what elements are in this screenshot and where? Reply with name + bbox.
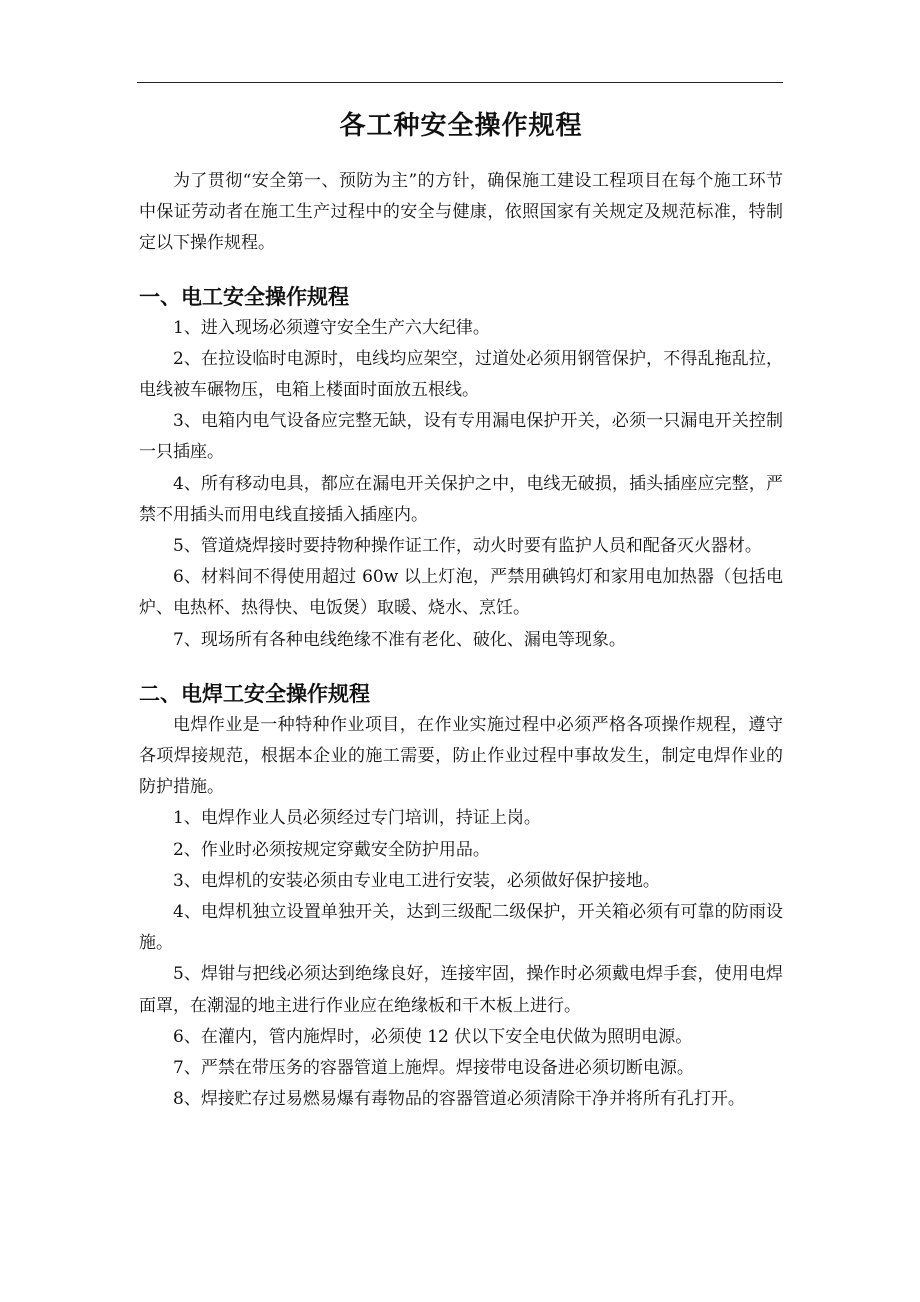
section-electrician: [139, 281, 783, 656]
document-body: [139, 104, 783, 1115]
section-paragraph: 电焊作业是一种特种作业项目，在作业实施过程中必须严格各项操作规程，遵守各项焊接规范，根据本企业的施工需要，防止作业过程中事故发生，制定电焊作业的防护措施。: [139, 714, 783, 798]
section-heading: 一、电工安全操作规程: [139, 283, 349, 309]
section-paragraph: 2、作业时必须按规定穿戴安全防护用品。: [173, 839, 490, 860]
section-paragraph: 4、所有移动电具，都应在漏电开关保护之中，电线无破损，插头插座应完整，严禁不用插头而用电线直接插入插座内。: [139, 473, 783, 525]
section-paragraph: 4、电焊机独立设置单独开关，达到三级配二级保护，开关箱必须有可靠的防雨设施。: [139, 902, 783, 954]
section-paragraph: 7、严禁在带压务的容器管道上施焊。焊接带电设备进必须切断电源。: [173, 1058, 694, 1079]
section-paragraph: 2、在拉设临时电源时，电线均应架空，过道处必须用钢管保护，不得乱拖乱拉，电线被车碾物压，电箱上楼面时面放五根线。: [139, 348, 783, 401]
section-paragraph: 3、电焊机的安装必须由专业电工进行安装，必须做好保护接地。: [173, 870, 660, 891]
section-paragraph: 6、材料间不得使用超过 60w 以上灯泡，严禁用碘钨灯和家用电加热器（包括电炉、电热杯、热得快、电饭煲）取暖、烧水、烹饪。: [139, 567, 783, 619]
section-paragraph: 1、进入现场必须遵守安全生产六大纪律。: [173, 317, 490, 338]
section-paragraph: 3、电箱内电气设备应完整无缺，设有专用漏电保护开关，必须一只漏电开关控制一只插座。: [139, 411, 783, 463]
intro-paragraph: 为了贯彻“安全第一、预防为主”的方针，确保施工建设工程项目在每个施工环节中保证劳动者在施工生产过程中的安全与健康，依照国家有关规定及规范标准，特制定以下操作规程。: [139, 171, 783, 254]
document-title: 各工种安全操作规程: [339, 111, 583, 141]
section-paragraph: 5、焊钳与把线必须达到绝缘良好，连接牢固，操作时必须戴电焊手套，使用电焊面罩，在潮湿的地主进行作业应在绝缘板和干木板上进行。: [139, 964, 783, 1016]
section-welder: [139, 678, 783, 1116]
header-rule: [137, 82, 783, 83]
section-paragraph: 7、现场所有各种电线绝缘不准有老化、破化、漏电等现象。: [173, 629, 626, 650]
section-paragraph: 6、在灌内，管内施焊时，必须使 12 伏以下安全电伏做为照明电源。: [173, 1026, 693, 1047]
section-paragraph: 5、管道烧焊接时要持物种操作证工作，动火时要有监护人员和配备灭火器材。: [173, 536, 762, 557]
section-paragraph: 8、焊接贮存过易燃易爆有毒物品的容器管道必须清除干净并将所有孔打开。: [173, 1089, 745, 1110]
section-heading: 二、电焊工安全操作规程: [139, 680, 370, 706]
section-paragraph: 1、电焊作业人员必须经过专门培训，持证上岗。: [173, 808, 541, 829]
